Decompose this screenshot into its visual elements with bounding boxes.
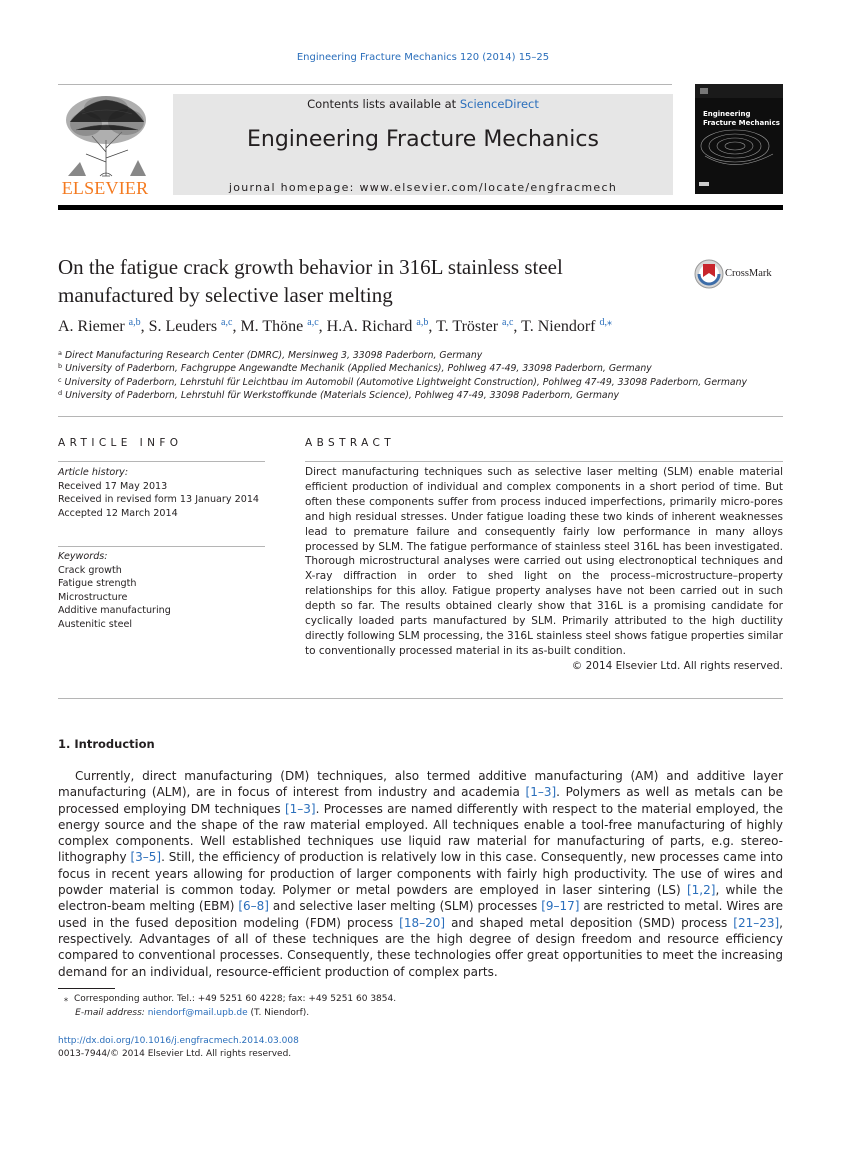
paragraph-text: Currently, direct manufacturing (DM) techniques, also termed additive manufacturing (AM) and additive layer manufacturing (ALM), are in focus of interest from industry and academia (58, 769, 783, 800)
author-name[interactable]: H.A. Richard (326, 318, 413, 335)
affiliation-text: University of Paderborn, Fachgruppe Angewandte Mechanik (Applied Mechanics), Pohlweg 47-49, 33098 Paderborn, Germany (65, 363, 652, 375)
author-name[interactable]: A. Riemer (58, 318, 125, 335)
affiliation-item (58, 349, 788, 362)
paragraph-text: . Processes are named differently with respect to the material employed, the energy source and the shape of the raw material employed. All techniques enable a tool-free manufacturing of highly complex components. Well established techniques use liquid raw material for manufacturing of parts, e.g. stereo-lithography (58, 801, 783, 865)
affiliation-list (58, 349, 788, 403)
header-divider (58, 84, 672, 85)
contents-availability (173, 97, 673, 111)
affiliation-item (58, 376, 788, 389)
elsevier-wordmark: ELSEVIER (61, 178, 149, 198)
cover-title-line: Fracture Mechanics (703, 119, 780, 127)
article-info-heading: ARTICLE INFO (58, 437, 183, 449)
keywords-block (58, 550, 278, 631)
author-affiliation-marker[interactable]: a,b (416, 317, 429, 328)
history-item: Accepted 12 March 2014 (58, 507, 178, 519)
email-note (58, 1006, 783, 1020)
journal-reference-link[interactable]: Engineering Fracture Mechanics 120 (2014) 15–25 (296, 52, 550, 63)
affiliation-text: Direct Manufacturing Research Center (DMRC), Mersinweg 3, 33098 Paderborn, Germany (64, 350, 483, 361)
section-heading: 1. Introduction (58, 737, 155, 751)
author-affiliation-marker[interactable]: a,c (221, 317, 233, 328)
article-title: On the fatigue crack growth behavior in 316L stainless steel manufactured by selective laser melting (58, 255, 563, 307)
email-link[interactable]: niendorf@mail.upb.de (147, 1008, 248, 1018)
journal-title: Engineering Fracture Mechanics (247, 127, 599, 152)
affiliation-marker: d (58, 389, 63, 398)
keywords-label: Keywords: (58, 551, 108, 562)
cover-title-line: Engineering (703, 110, 751, 118)
affiliation-marker: a (58, 349, 62, 357)
journal-masthead (173, 94, 673, 195)
introduction-paragraph (58, 768, 783, 980)
divider (58, 416, 783, 417)
history-item: Received 17 May 2013 (58, 480, 168, 492)
divider (58, 698, 783, 699)
divider (305, 461, 783, 462)
citation-link[interactable]: [1–3] (525, 785, 557, 800)
footnote-marker: ⁎ (63, 994, 69, 1004)
masthead-bottom-rule (58, 205, 783, 210)
keyword-item: Crack growth (58, 564, 122, 576)
author-affiliation-marker[interactable]: a,c (502, 317, 514, 328)
affiliation-text: University of Paderborn, Lehrstuhl für Leichtbau im Automobil (Automotive Lightweight Construction), Pohlweg 47-49, 33098 Paderborn, Germany (64, 376, 748, 388)
paragraph-text: and shaped metal deposition (SMD) process (445, 915, 734, 930)
abstract-copyright: © 2014 Elsevier Ltd. All rights reserved. (571, 660, 783, 672)
citation-link[interactable]: [9–17] (541, 899, 580, 914)
email-suffix: (T. Niendorf). (250, 1008, 310, 1018)
contents-prefix: Contents lists available at (307, 97, 460, 111)
cover-art-icon (695, 84, 783, 194)
article-history-label: Article history: (58, 467, 129, 478)
affiliation-text: University of Paderborn, Lehrstuhl für Werkstoffkunde (Materials Science), Pohlweg 47-49, 33098 Paderborn, Germany (65, 390, 619, 402)
journal-homepage-link[interactable]: journal homepage: www.elsevier.com/locate/engfracmech (228, 181, 618, 194)
tree-icon (56, 92, 156, 178)
author-name[interactable]: T. Tröster (436, 318, 499, 335)
author-name[interactable]: T. Niendorf (521, 318, 596, 335)
cover-title (703, 110, 780, 128)
keyword-item: Microstructure (58, 591, 128, 603)
keyword-item: Additive manufacturing (58, 605, 171, 616)
crossmark-label: CrossMark (725, 268, 772, 279)
footnote-rule (58, 988, 115, 989)
citation-link[interactable]: [1–3] (284, 801, 316, 816)
author-separator: , (318, 318, 327, 335)
author-name[interactable]: M. Thöne (240, 318, 304, 335)
abstract-text: Direct manufacturing techniques such as selective laser melting (SLM) enable material efficient production of individual and complex components in a short period of time. But often these components suffer from process induced imperfections, primarily micro-pores and high residual stresses. Under fatigue loading these two kinds of inherent weaknesses lead to premature failure and consequently fairly low performance in many alloys processed by SLM. The fatigue performance of stainless steel 316L has been investigated. Thorough microstructural analyses were carried out using electronoptical techniques and X-ray diffraction in order to shed light on the process–microstructure–property relationships for this alloy. Fatigue property analyses have not been carried out in such depth so far. The results obtained clearly show that 316L is a promising candidate for cyclically loaded parts manufactured by SLM. Primarily attributed to the high ductility directly following SLM processing, the 316L stainless steel shows fatigue properties similar to conventionally processed material in its as-built condition. (305, 466, 783, 657)
affiliation-marker: b (58, 362, 63, 371)
article-history-list (58, 480, 278, 521)
article-history (58, 466, 278, 520)
paragraph-text: and selective laser melting (SLM) processes (269, 899, 542, 914)
affiliation-marker: c (58, 375, 62, 384)
author-affiliation-marker[interactable]: a,b (128, 317, 141, 328)
author-name[interactable]: S. Leuders (148, 318, 218, 335)
affiliation-item (58, 389, 788, 402)
divider (58, 546, 265, 547)
paragraph-text: , respectively. Advantages of all of these techniques are the high degree of design freedom and resource efficiency compared to conventional processes. Consequently, these technologies offer great opportunities to meet the increasing demand for an individual, resource-efficient production of complex parts. (58, 915, 783, 979)
paragraph-text: , while the electron-beam melting (EBM) (58, 883, 783, 914)
citation-link[interactable]: [18–20] (399, 915, 446, 930)
corresponding-author-text: Corresponding author. Tel.: +49 5251 60 4228; fax: +49 5251 60 3854. (73, 994, 397, 1004)
divider (58, 461, 265, 462)
author-separator: , (140, 318, 149, 335)
citation-link[interactable]: [1,2] (686, 883, 716, 898)
history-item: Received in revised form 13 January 2014 (58, 494, 260, 505)
crossmark-badge[interactable] (694, 257, 794, 291)
citation-link[interactable]: [6–8] (238, 899, 269, 914)
author-separator: , (232, 318, 241, 335)
author-list (58, 318, 798, 336)
paragraph-text: . Still, the efficiency of production is relatively low in this case. Consequently, new processes came into focus in recent years allowing for production of larger components with fairly high productivity. The use of wires and powder material is common today. Polymer or metal powders are employed in laser sintering (LS) (58, 850, 784, 898)
keyword-list (58, 564, 278, 632)
sciencedirect-link[interactable]: ScienceDirect (459, 97, 539, 111)
paragraph-text: are restricted to metal. Wires are used in the fused deposition modeling (FDM) process (58, 899, 783, 930)
doi-block (58, 1035, 558, 1061)
crossmark-icon (694, 257, 724, 291)
paragraph-text: . Polymers as well as metals can be processed employing DM techniques (58, 785, 783, 816)
author-separator: , (428, 318, 437, 335)
doi-link[interactable]: http://dx.doi.org/10.1016/j.engfracmech.2014.03.008 (58, 1036, 299, 1046)
author-affiliation-marker[interactable]: d,⁎ (599, 317, 612, 328)
issn-line: 0013-7944/© 2014 Elsevier Ltd. All rights reserved. (58, 1049, 292, 1059)
affiliation-item (58, 362, 788, 375)
footnote (58, 992, 783, 1020)
author-affiliation-marker[interactable]: a,c (307, 317, 319, 328)
corresponding-author-note (58, 992, 783, 1006)
email-label: E-mail address: (75, 1008, 145, 1018)
journal-cover-thumbnail[interactable] (695, 84, 783, 194)
citation-link[interactable]: [3–5] (130, 850, 162, 865)
author-separator: , (513, 318, 522, 335)
citation-link[interactable]: [21–23] (733, 915, 780, 930)
keyword-item: Austenitic steel (58, 618, 133, 630)
keyword-item: Fatigue strength (58, 578, 137, 589)
abstract-heading: ABSTRACT (305, 437, 396, 449)
